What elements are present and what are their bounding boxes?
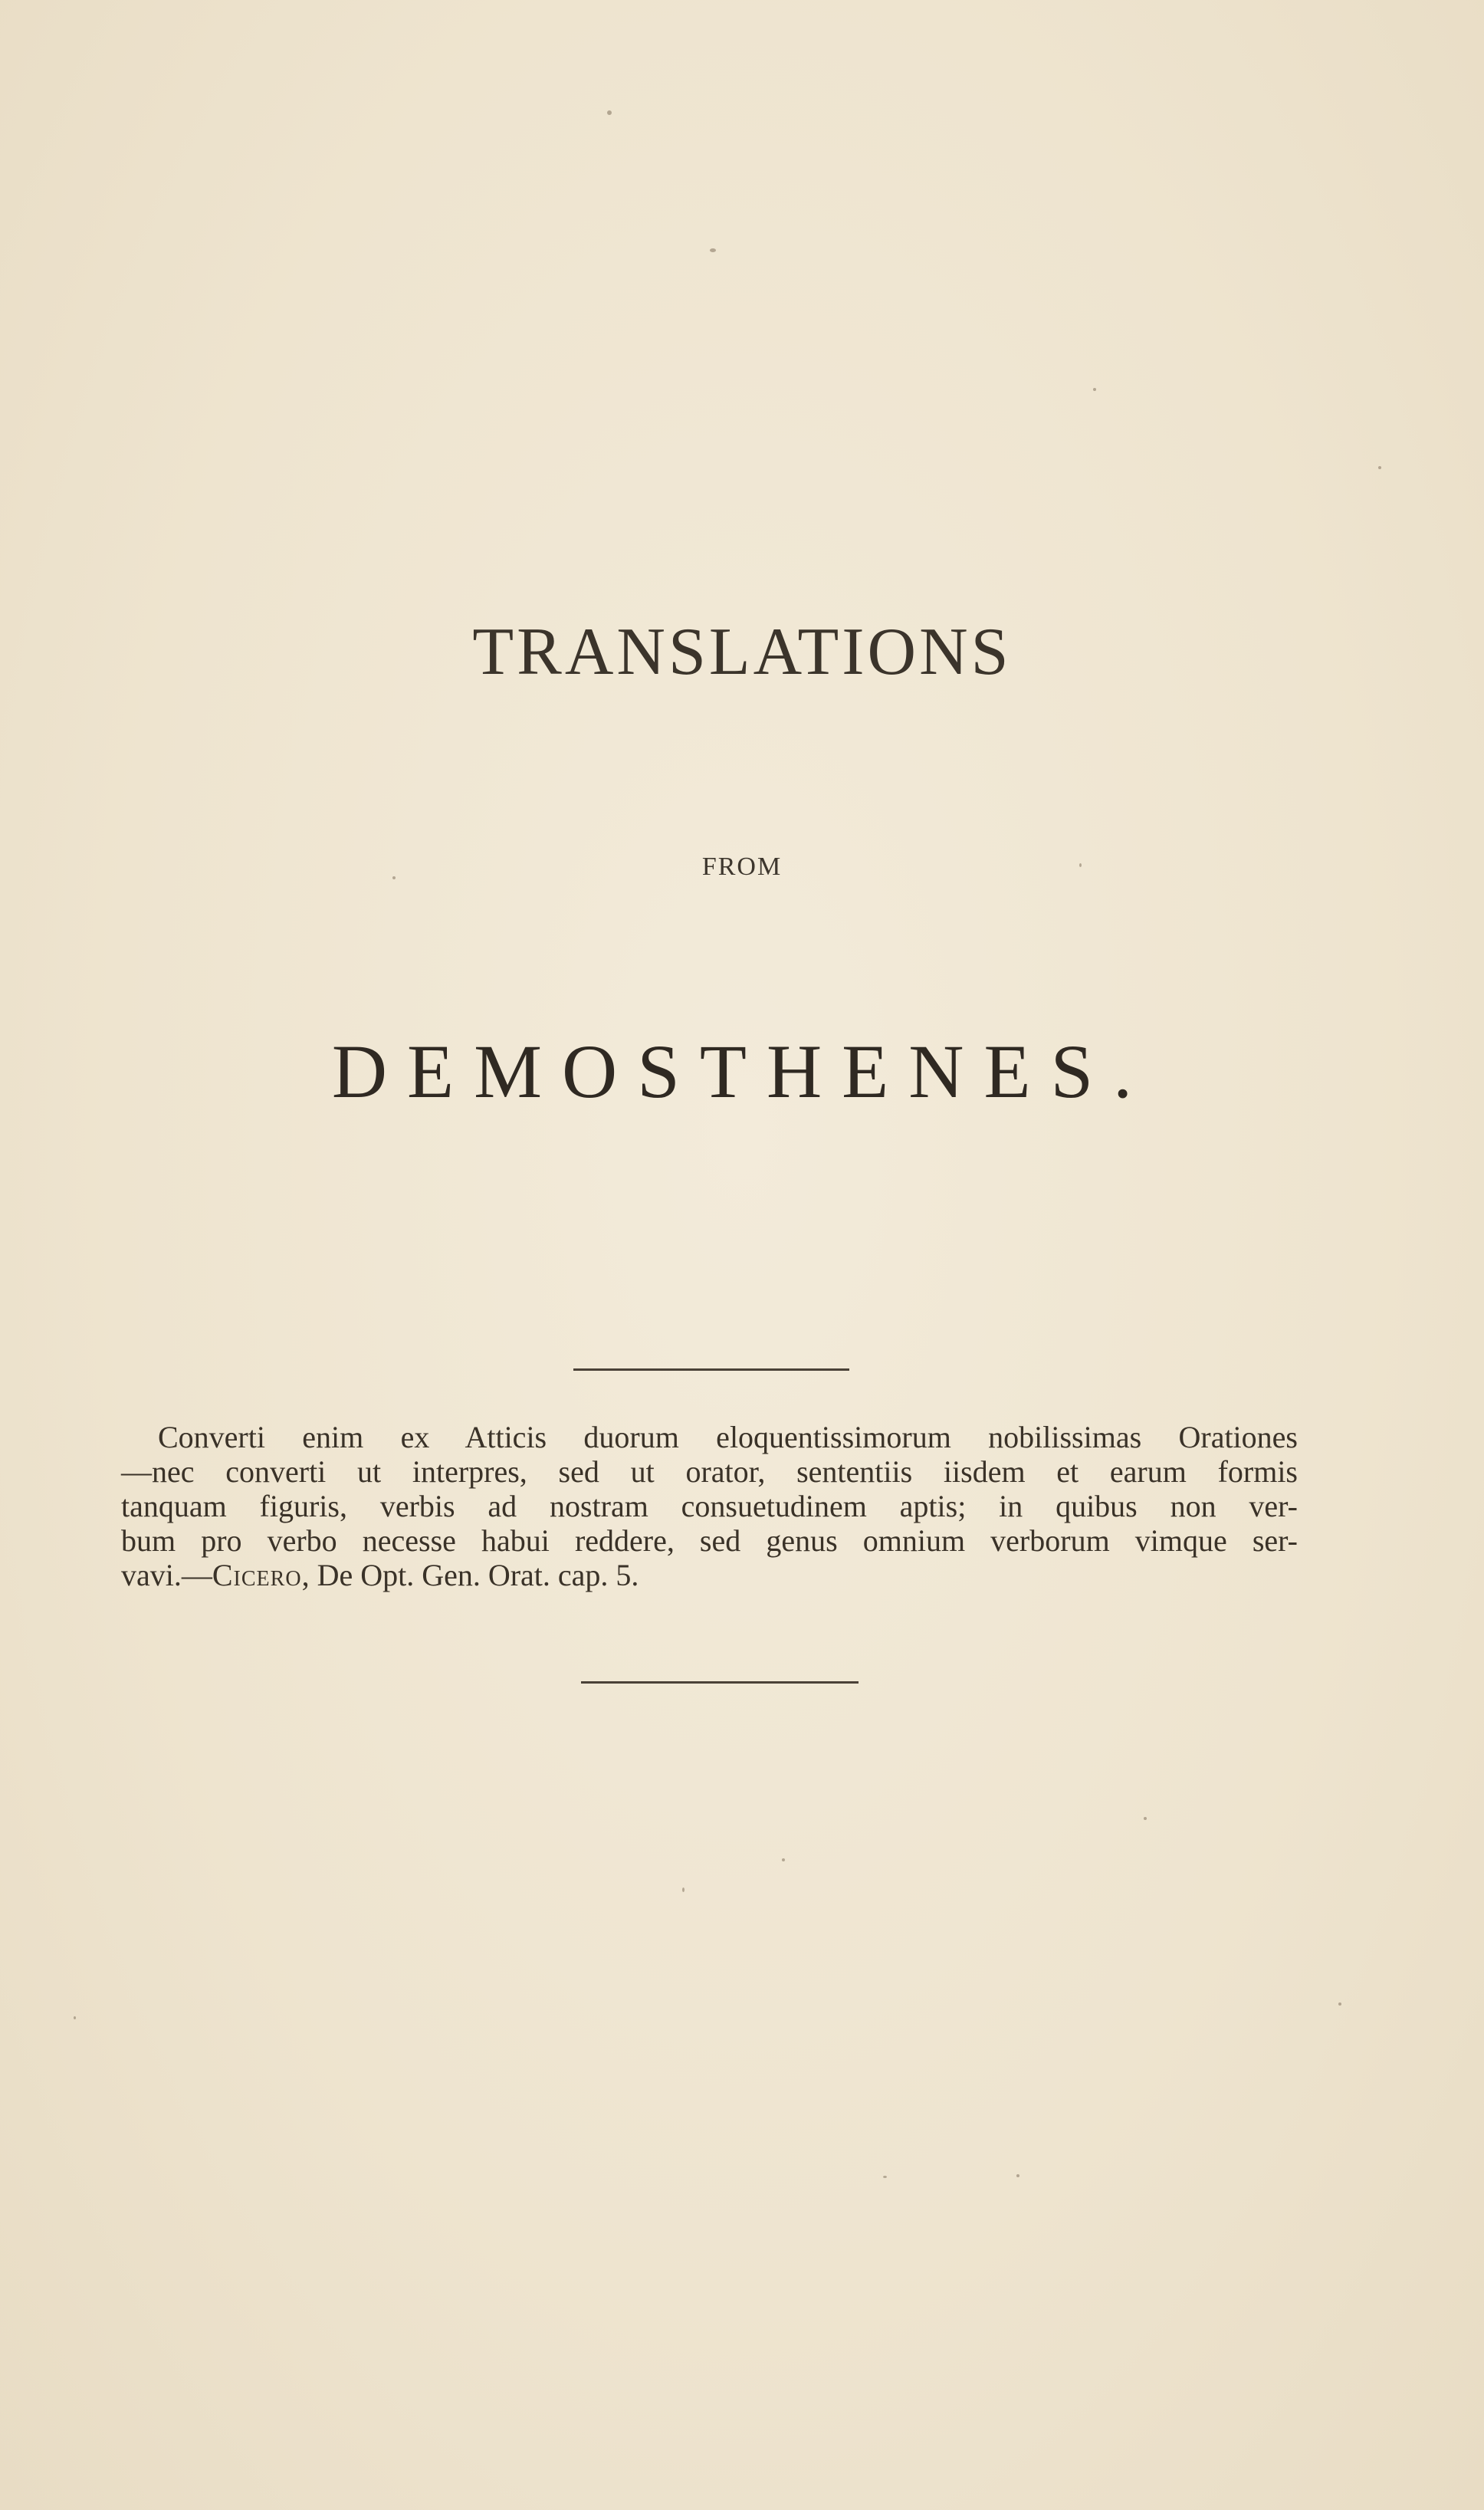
paper-speck (710, 248, 716, 252)
book-title: TRANSLATIONS (472, 615, 1012, 689)
paper-speck (1093, 388, 1096, 391)
epigraph-line-2: —nec converti ut interpres, sed ut orator, sententiis iisdem et earum formis (121, 1454, 1298, 1489)
paper-speck (782, 1858, 785, 1861)
author-name: DEMOSTHENES. (331, 1029, 1153, 1114)
latin-epigraph (121, 1420, 1298, 1592)
paper-speck (1016, 2174, 1019, 2177)
epigraph-line-5-start: vavi.— (121, 1558, 212, 1592)
title-from-label: FROM (701, 853, 783, 881)
paper-speck (1338, 2002, 1341, 2006)
epigraph-line-3: tanquam figuris, verbis ad nostram consuetudinem aptis; in quibus non ver- (121, 1489, 1298, 1523)
epigraph-line-4: bum pro verbo necesse habui reddere, sed genus omnium verborum vimque ser- (121, 1523, 1298, 1558)
epigraph-attribution-name: Cicero (212, 1558, 302, 1592)
paper-speck (1144, 1817, 1147, 1820)
paper-speck (607, 110, 612, 115)
divider-rule-top (573, 1368, 849, 1371)
paper-speck (883, 2176, 887, 2178)
paper-speck (1378, 466, 1381, 469)
epigraph-line-1: Converti enim ex Atticis duorum eloquentissimorum nobilissimas Orationes (158, 1420, 1298, 1454)
epigraph-attribution-ref: , De Opt. Gen. Orat. cap. 5. (301, 1558, 639, 1592)
divider-rule-bottom (581, 1681, 859, 1684)
paper-speck (74, 2016, 76, 2019)
epigraph-line-5 (121, 1558, 1298, 1592)
paper-speck (682, 1887, 685, 1892)
